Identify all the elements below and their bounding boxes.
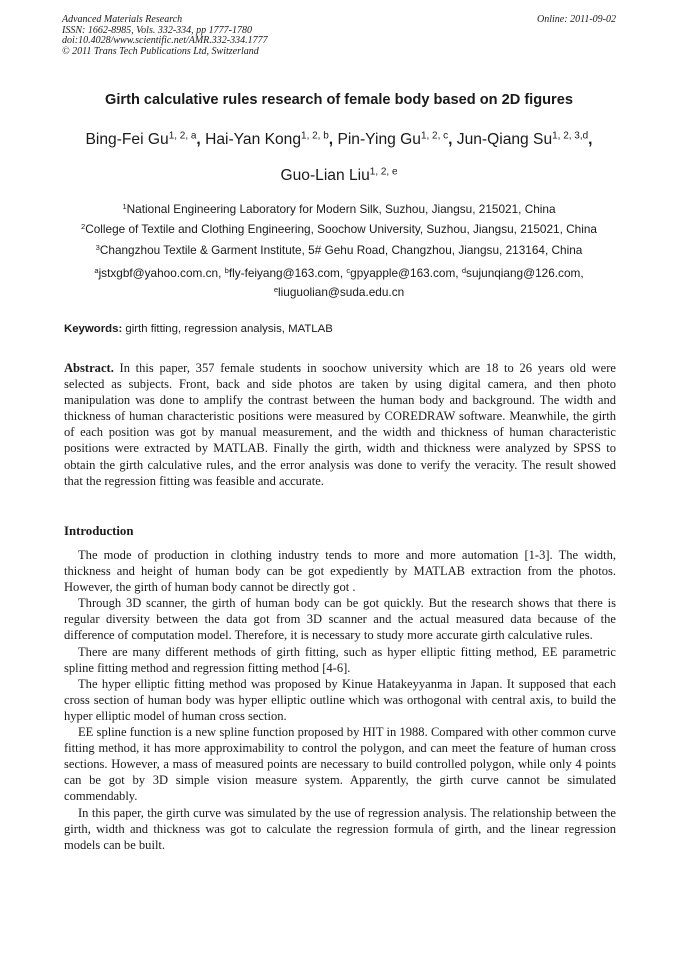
section-heading: Introduction <box>64 524 134 538</box>
affiliation-mark: 1 <box>122 201 127 211</box>
online-date: Online: 2011-09-02 <box>537 14 616 25</box>
email-mark: c <box>346 265 351 275</box>
email-line-1 <box>40 265 638 281</box>
abstract-label: Abstract. <box>64 361 114 375</box>
affiliation-mark: 3 <box>95 242 100 252</box>
paragraph: In this paper, the girth curve was simulated by the use of regression analysis. The relationship between the girth, width and thickness was got to calculate the regression formula of girth, and the linear regression models can be built. <box>64 805 616 852</box>
author-name: Pin-Ying Gu <box>337 131 421 148</box>
paragraph: The mode of production in clothing industry tends to more and more automation [1-3]. The width, thickness and height of human body can be got expediently by MATLAB extraction from the photos. However, the girth of human body cannot be directly got . <box>64 548 616 595</box>
keywords <box>64 321 616 337</box>
paragraph: The hyper elliptic fitting method was proposed by Kinue Hatakeyyanma in Japan. It supposed that each cross section of human body was hyper elliptic outline which was orthogonal with central axis, to build the hyper elliptic model of human cross section. <box>64 676 616 723</box>
author-separator: , <box>328 131 334 148</box>
affiliation-2 <box>40 221 638 237</box>
running-header <box>62 15 616 57</box>
doi-line: doi:10.4028/www.scientific.net/AMR.332-334.1777 <box>62 35 268 47</box>
author-line-1 <box>40 130 638 150</box>
email-line-2 <box>40 284 638 300</box>
email-address: fly-feiyang@163.com, <box>228 266 347 280</box>
email-mark: d <box>461 265 467 275</box>
abstract <box>64 360 616 489</box>
author-affiliation-mark: 1, 2, c <box>420 130 449 142</box>
keywords-label: Keywords: <box>64 323 123 335</box>
keywords-text: girth fitting, regression analysis, MATLAB <box>125 323 333 335</box>
journal-name: Advanced Materials Research <box>62 14 183 25</box>
paper-title: Girth calculative rules research of female body based on 2D figures <box>105 92 573 108</box>
author-name: Guo-Lian Liu <box>280 167 370 184</box>
author-affiliation-mark: 1, 2, a <box>168 130 197 142</box>
email-mark: b <box>224 265 229 275</box>
email-mark: a <box>94 265 99 275</box>
paragraph: EE spline function is a new spline function proposed by HIT in 1988. Compared with other common curve fitting method, it has more approximability to control the polygon, and can meet the feature of human cross sections. However, a mass of measured points are necessary to build controlled polygon, while only 4 points can be got by 3D simple vision measure system. Apparently, the girth curve cannot be simulated commendably. <box>64 725 616 804</box>
paragraph: There are many different methods of girth fitting, such as hyper elliptic fitting method, EE parametric spline fitting method and regression fitting method [4-6]. <box>64 644 616 675</box>
email-address: liuguolian@suda.edu.cn <box>278 285 405 299</box>
abstract-text: In this paper, 357 female students in soochow university which are 18 to 26 years old were selected as subjects. Front, back and side photos are taken by using digital camera, and then photo manipulation was done to amplify the contrast between the human body and background. The width and thickness of human characteristic positions were measured by COREDRAW software. Meanwhile, the girth of each position was got by manual measurement, and the width and thickness of human characteristic positions were extracted by MATLAB. Finally the girth, width and thickness were analyzed by SPSS to obtain the girth calculative rules, and the error analysis was done to verify the veracity. The result showed that the regression fitting was feasible and accurate. <box>64 361 617 488</box>
author-line-2 <box>40 166 638 186</box>
affiliation-text: National Engineering Laboratory for Modern Silk, Suzhou, Jiangsu, 215021, China <box>126 202 556 216</box>
paragraph: Through 3D scanner, the girth of human body can be got quickly. But the research shows that there is regular diversity between the data got from 3D scanner and the actual measured data because of the difference of computation model. Therefore, it is necessary to study more accurate girth calculative rules. <box>64 596 616 643</box>
affiliation-mark: 2 <box>81 221 86 231</box>
email-address: sujunqiang@126.com, <box>466 266 584 280</box>
email-mark: e <box>273 284 279 294</box>
email-address: jstxgbf@yahoo.com.cn, <box>98 266 225 280</box>
author-affiliation-mark: 1, 2, b <box>301 130 329 142</box>
affiliation-3 <box>40 242 638 258</box>
introduction-body <box>64 547 616 853</box>
author-name: Bing-Fei Gu <box>85 131 169 148</box>
author-affiliation-mark: 1, 2, e <box>369 166 398 178</box>
author-affiliation-mark: 1, 2, 3,d <box>552 130 589 142</box>
author-separator: , <box>588 131 593 148</box>
author-name: Jun-Qiang Su <box>456 131 553 148</box>
author-separator: , <box>196 131 201 148</box>
author-separator: , <box>448 131 453 148</box>
email-address: gpyapple@163.com, <box>350 266 462 280</box>
affiliation-1 <box>40 201 638 217</box>
affiliation-text: College of Textile and Clothing Engineering, Soochow University, Suzhou, Jiangsu, 215021, China <box>85 222 597 236</box>
affiliation-text: Changzhou Textile & Garment Institute, 5# Gehu Road, Changzhou, Jiangsu, 213164, China <box>99 243 583 257</box>
issn-line: ISSN: 1662-8985, Vols. 332-334, pp 1777-1780 <box>62 24 252 36</box>
author-name: Hai-Yan Kong <box>205 131 302 148</box>
copyright-line: © 2011 Trans Tech Publications Ltd, Switzerland <box>62 45 259 57</box>
